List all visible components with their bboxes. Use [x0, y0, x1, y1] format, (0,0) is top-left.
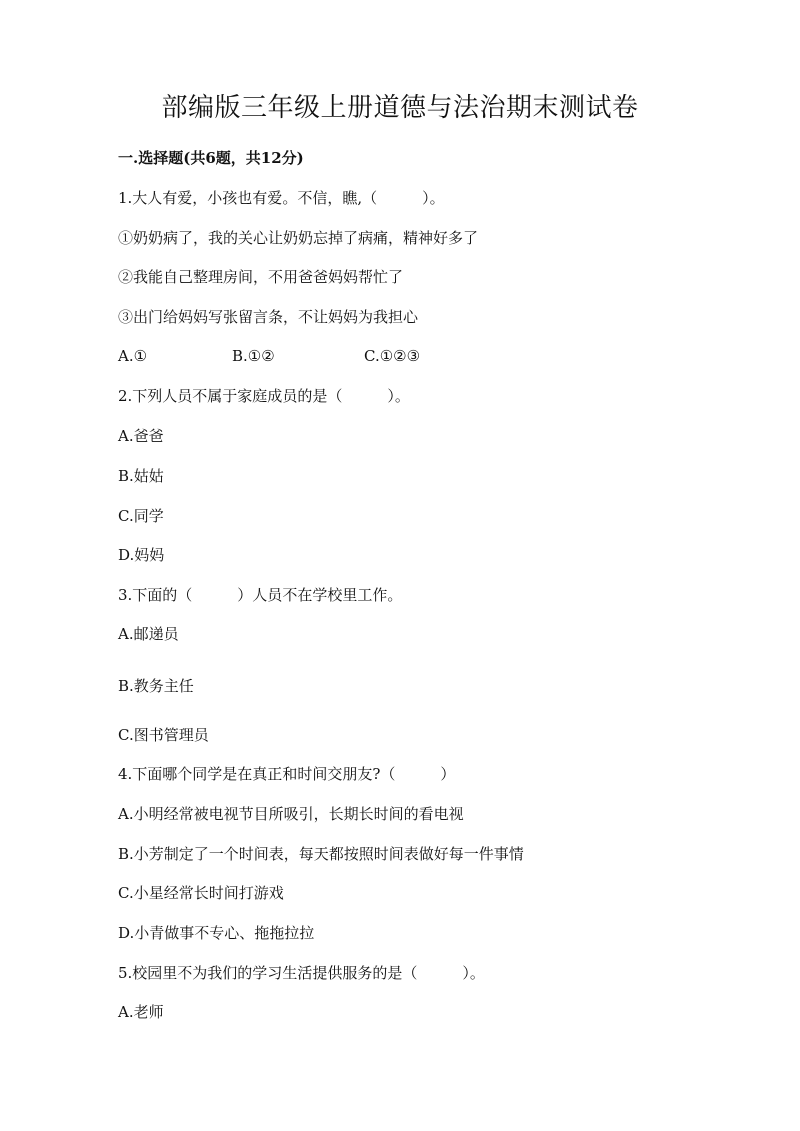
- question-3-option-a: A.邮递员: [118, 625, 179, 643]
- question-3-option-c: C.图书管理员: [118, 726, 209, 744]
- page-title: 部编版三年级上册道德与法治期末测试卷: [161, 93, 639, 123]
- question-2-option-b: B.姑姑: [118, 467, 164, 485]
- question-1-item-3: ③出门给妈妈写张留言条，不让妈妈为我担心: [118, 308, 419, 326]
- section-heading: 一.选择题(共6题，共12分): [118, 149, 304, 167]
- question-1-options: [118, 345, 518, 367]
- question-3-stem: 3.下面的（ ）人员不在学校里工作。: [118, 586, 403, 604]
- question-4-option-a: A.小明经常被电视节目所吸引，长期长时间的看电视: [118, 805, 464, 823]
- question-4-option-b: B.小芳制定了一个时间表，每天都按照时间表做好每一件事情: [118, 845, 524, 863]
- question-2-option-a: A.爸爸: [118, 427, 164, 445]
- question-1-item-2: ②我能自己整理房间，不用爸爸妈妈帮忙了: [118, 268, 404, 286]
- question-1-option-a: A.①: [118, 347, 148, 365]
- question-5-stem: 5.校园里不为我们的学习生活提供服务的是（ ）。: [118, 964, 485, 982]
- question-3-option-b: B.教务主任: [118, 677, 194, 695]
- question-2-option-d: D.妈妈: [118, 546, 165, 564]
- question-2-stem: 2.下列人员不属于家庭成员的是（ ）。: [118, 387, 410, 405]
- question-2-option-c: C.同学: [118, 507, 164, 525]
- question-1-stem: 1.大人有爱，小孩也有爱。不信，瞧,（ ）。: [118, 189, 445, 207]
- question-4-stem: 4.下面哪个同学是在真正和时间交朋友?（ ）: [118, 765, 456, 783]
- question-4-option-d: D.小青做事不专心、拖拖拉拉: [118, 924, 315, 942]
- question-4-option-c: C.小星经常长时间打游戏: [118, 884, 284, 902]
- question-1-option-c: C.①②③: [364, 347, 421, 365]
- question-1-item-1: ①奶奶病了，我的关心让奶奶忘掉了病痛，精神好多了: [118, 229, 479, 247]
- question-1-option-b: B.①②: [232, 347, 275, 365]
- question-5-option-a: A.老师: [118, 1003, 164, 1021]
